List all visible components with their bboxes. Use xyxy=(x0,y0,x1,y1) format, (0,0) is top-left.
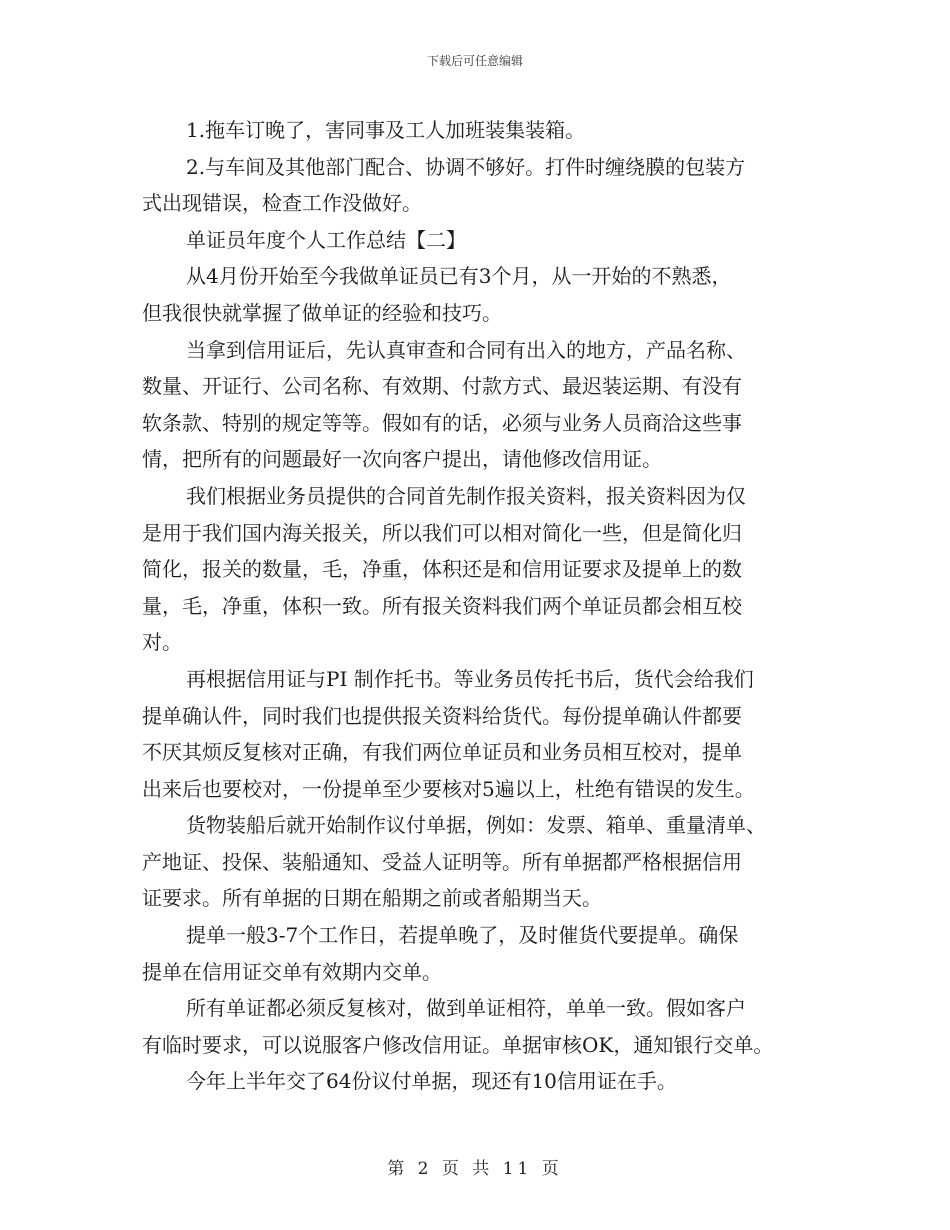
text-line: 量，毛，净重，体积一致。所有报关资料我们两个单证员都会相互校 xyxy=(142,593,742,618)
text-line: 当拿到信用证后，先认真审查和合同有出入的地方，产品名称、 xyxy=(186,337,746,362)
text-line: 单证员年度个人工作总结【二】 xyxy=(186,227,466,252)
text-line: 简化，报关的数量，毛，净重，体积还是和信用证要求及提单上的数 xyxy=(142,557,742,582)
text-line: 数量、开证行、公司名称、有效期、付款方式、最迟装运期、有没有 xyxy=(142,374,742,399)
text-line: 提单确认件，同时我们也提供报关资料给货代。每份提单确认件都要 xyxy=(142,703,742,728)
text-line: 证要求。所有单据的日期在船期之前或者船期当天。 xyxy=(142,886,602,911)
page-footer: 第 2 页 共 11 页 xyxy=(387,1159,563,1179)
text-line: 我们根据业务员提供的合同首先制作报关资料，报关资料因为仅 xyxy=(186,483,746,508)
text-line: 所有单证都必须反复核对，做到单证相符，单单一致。假如客户 xyxy=(186,996,746,1021)
page-header: 下载后可任意编辑 xyxy=(426,54,523,68)
text-line: 提单在信用证交单有效期内交单。 xyxy=(142,959,442,984)
text-line: 出来后也要校对，一份提单至少要核对5遍以上，杜绝有错误的发生。 xyxy=(142,776,755,801)
text-line: 对。 xyxy=(142,630,182,655)
text-line: 2.与车间及其他部门配合、协调不够好。打件时缠绕膜的包装方 xyxy=(186,154,746,179)
text-line: 货物装船后就开始制作议付单据，例如：发票、箱单、重量清单、 xyxy=(186,813,766,838)
text-line: 1.拖车订晚了，害同事及工人加班装集装箱。 xyxy=(186,118,586,142)
text-line: 提单一般3-7个工作日，若提单晚了，及时催货代要提单。确保 xyxy=(186,923,739,948)
text-line: 再根据信用证与PI 制作托书。等业务员传托书后，货代会给我们 xyxy=(186,666,754,691)
text-line: 软条款、特别的规定等等。假如有的话，必须与业务人员商洽这些事 xyxy=(142,410,742,435)
text-line: 不厌其烦反复核对正确，有我们两位单证员和业务员相互校对，提单 xyxy=(142,740,742,765)
text-line: 产地证、投保、装船通知、受益人证明等。所有单据都严格根据信用 xyxy=(142,849,742,874)
text-line: 式出现错误，检查工作没做好。 xyxy=(142,191,422,216)
text-line: 情，把所有的问题最好一次向客户提出，请他修改信用证。 xyxy=(142,447,662,472)
text-line: 是用于我们国内海关报关，所以我们可以相对简化一些，但是简化归 xyxy=(142,520,742,545)
text-line: 从4月份开始至今我做单证员已有3个月，从一开始的不熟悉， xyxy=(186,264,732,289)
text-line: 有临时要求，可以说服客户修改信用证。单据审核OK，通知银行交单。 xyxy=(142,1032,774,1057)
text-line: 今年上半年交了64份议付单据，现还有10信用证在手。 xyxy=(186,1069,677,1094)
document-body xyxy=(142,112,822,1100)
text-line: 但我很快就掌握了做单证的经验和技巧。 xyxy=(142,300,502,325)
